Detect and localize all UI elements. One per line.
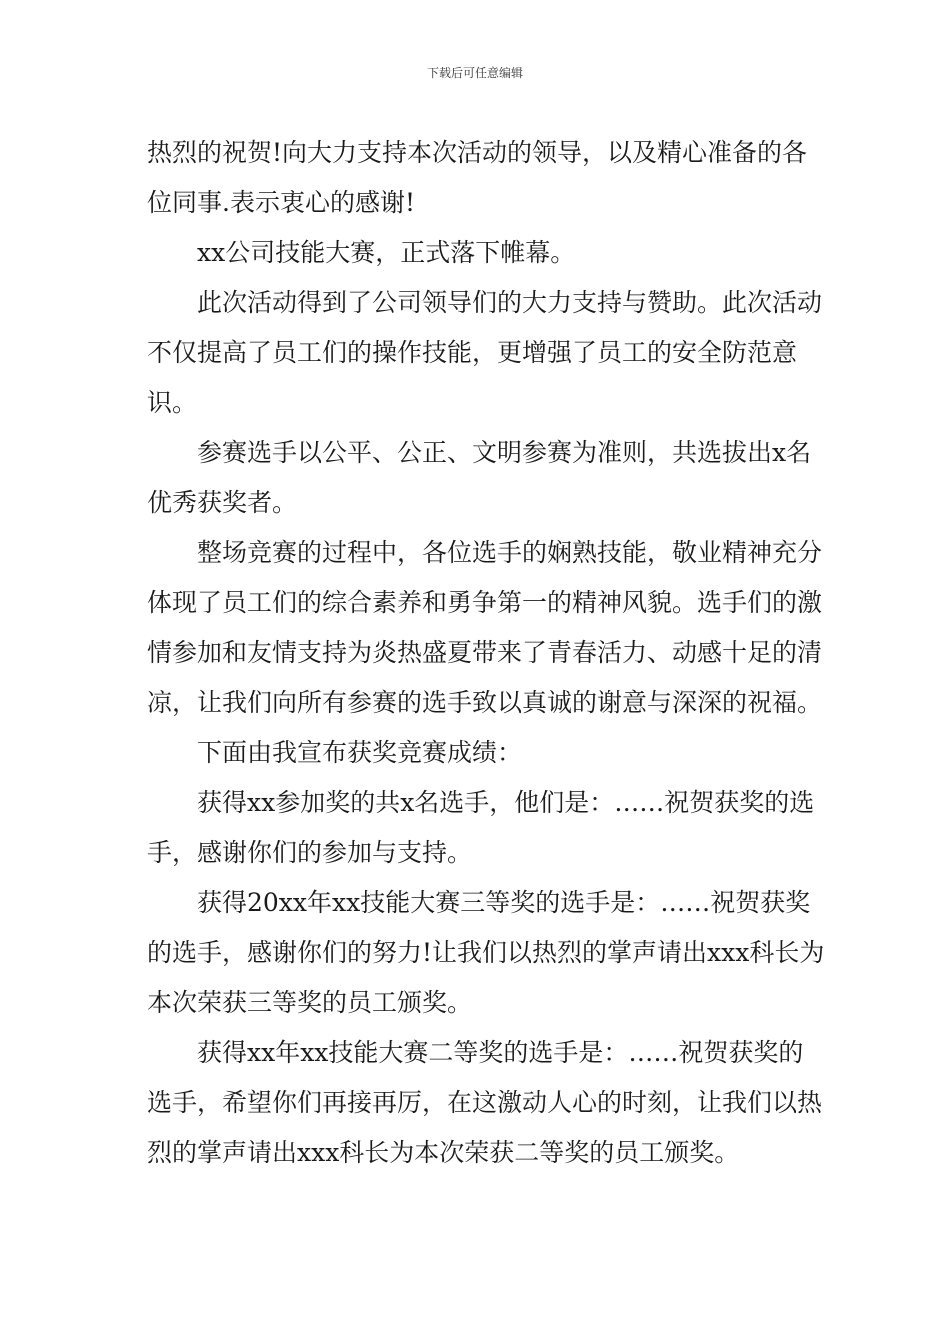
paragraph: 下面由我宣布获奖竞赛成绩： <box>197 738 523 767</box>
paragraph: 获得xx年xx技能大赛二等奖的选手是：……祝贺获奖的选手，希望你们再接再厉，在这激动人心的时刻，让我们以热烈的掌声请出xxx科长为本次荣获二等奖的员工颁奖。 <box>147 1038 823 1167</box>
document-body <box>147 128 827 1178</box>
paragraph: xx公司技能大赛，正式落下帷幕。 <box>197 238 576 267</box>
paragraph: 热烈的祝贺!向大力支持本次活动的领导，以及精心准备的各位同事.表示衷心的感谢! <box>147 138 808 217</box>
paragraph: 此次活动得到了公司领导们的大力支持与赞助。此次活动不仅提高了员工们的操作技能，更增强了员工的安全防范意识。 <box>147 288 823 417</box>
paragraph: 参赛选手以公平、公正、文明参赛为准则，共选拔出x名优秀获奖者。 <box>147 438 812 517</box>
paragraph: 获得20xx年xx技能大赛三等奖的选手是：……祝贺获奖的选手，感谢你们的努力!让我们以热烈的掌声请出xxx科长为本次荣获三等奖的员工颁奖。 <box>147 888 825 1017</box>
paragraph: 整场竞赛的过程中，各位选手的娴熟技能，敬业精神充分体现了员工们的综合素养和勇争第一的精神风貌。选手们的激情参加和友情支持为炎热盛夏带来了青春活力、动感十足的清凉，让我们向所有参赛的选手致以真诚的谢意与深深的祝福。 <box>147 538 823 717</box>
page-header: 下载后可任意编辑 <box>426 66 523 80</box>
paragraph: 获得xx参加奖的共x名选手，他们是：……祝贺获奖的选手，感谢你们的参加与支持。 <box>147 788 815 867</box>
